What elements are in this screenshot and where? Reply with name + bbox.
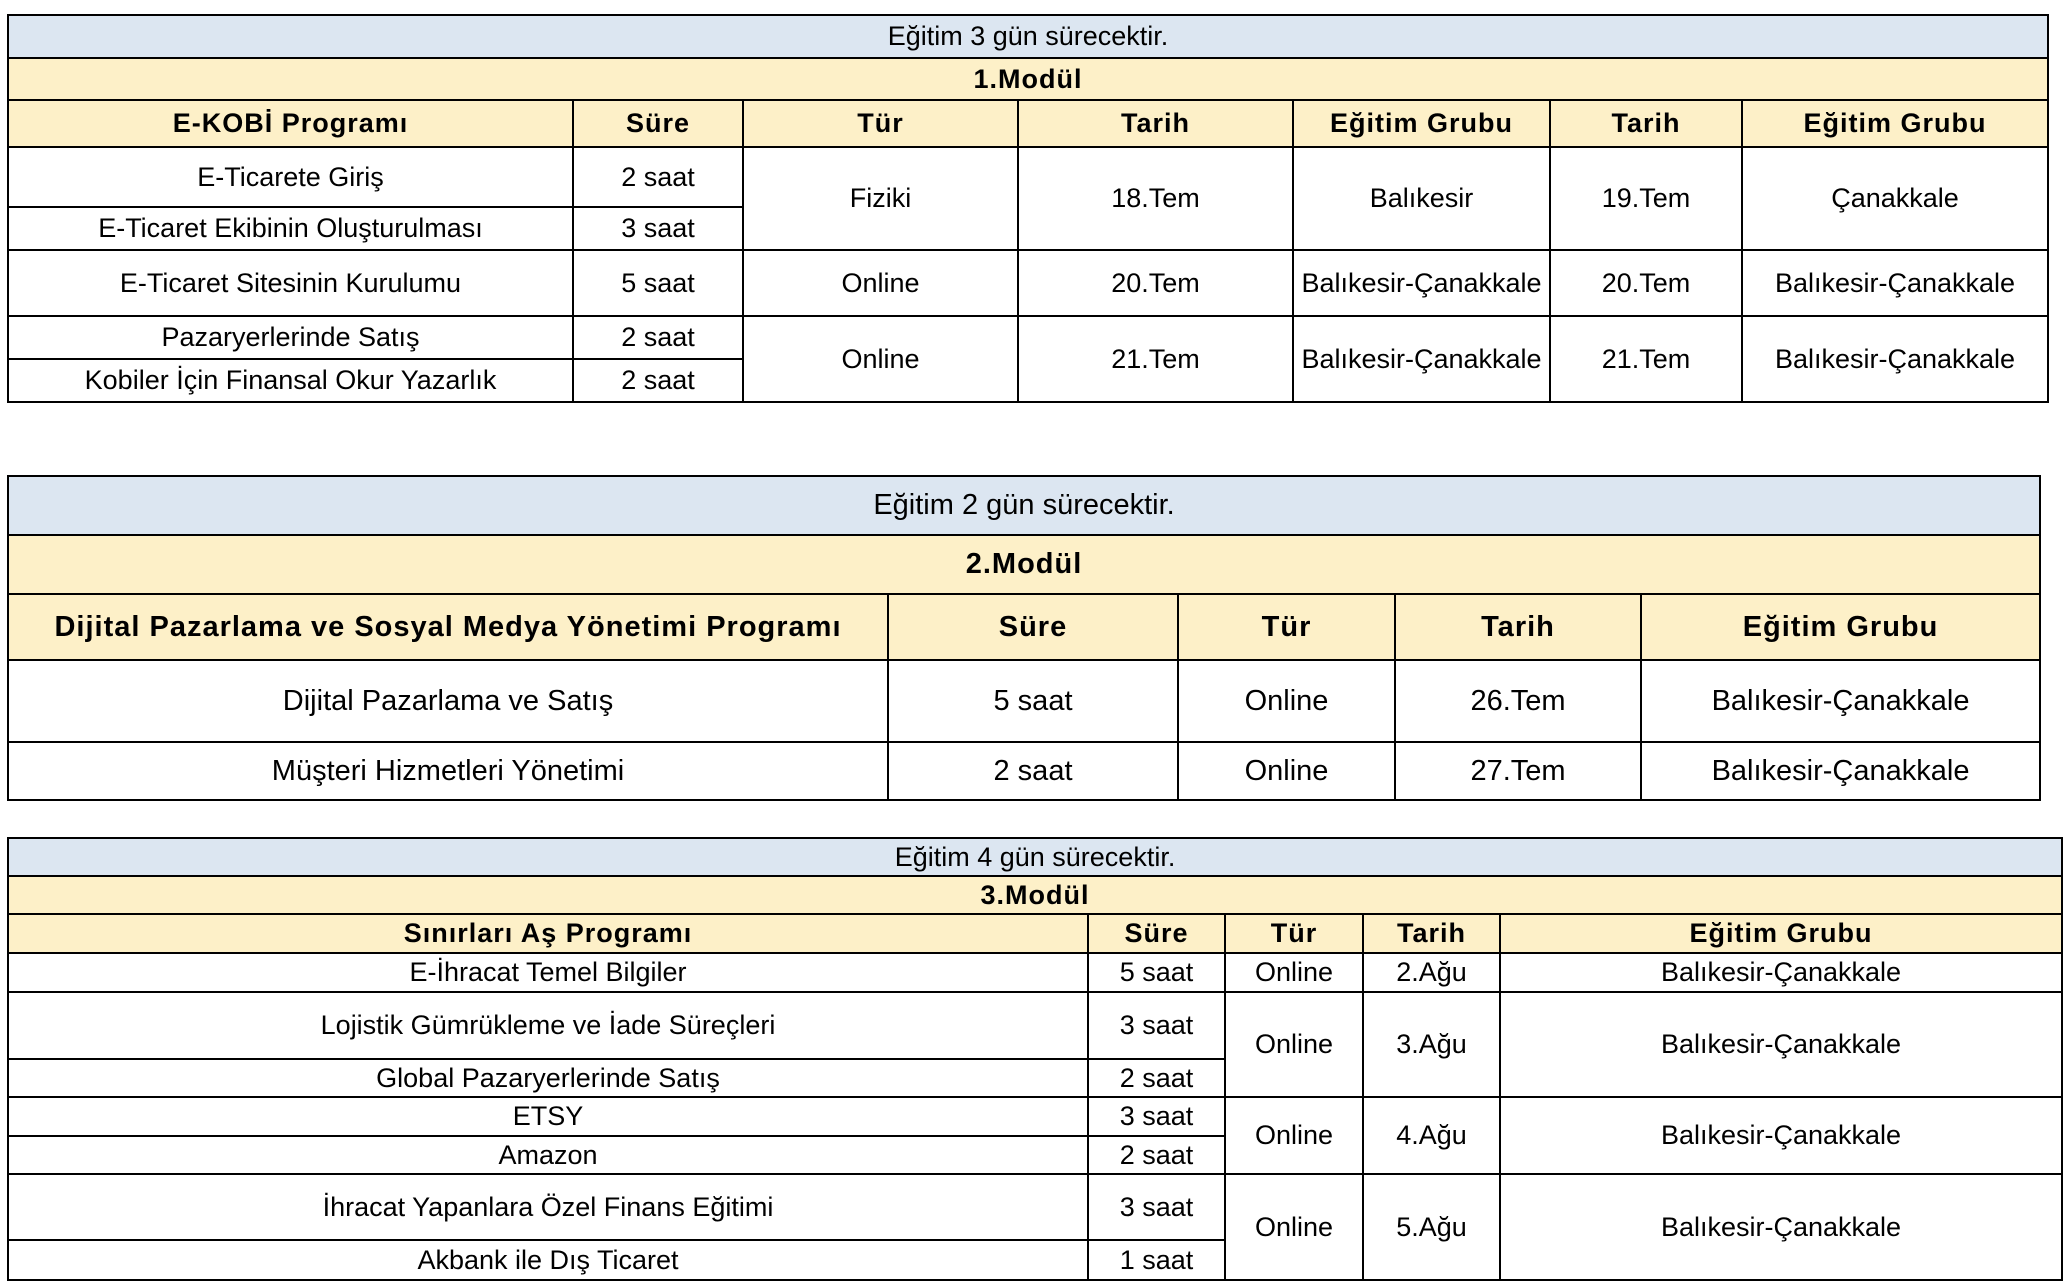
module-1-duration-info: Eğitim 3 gün sürecektir.: [8, 15, 2048, 58]
course-group: Balıkesir-Çanakkale: [1293, 316, 1550, 402]
header-program: Dijital Pazarlama ve Sosyal Medya Yönetimi Programı: [8, 594, 888, 660]
course-type: Online: [1225, 1174, 1363, 1280]
header-type: Tür: [1225, 914, 1363, 953]
course-name: Müşteri Hizmetleri Yönetimi: [8, 742, 888, 800]
course-duration: 2 saat: [1088, 1136, 1225, 1174]
course-name: ETSY: [8, 1097, 1088, 1136]
course-group: Balıkesir-Çanakkale: [1293, 250, 1550, 316]
course-duration: 5 saat: [888, 660, 1178, 742]
course-type: Online: [1225, 992, 1363, 1097]
course-name: Lojistik Gümrükleme ve İade Süreçleri: [8, 992, 1088, 1059]
course-name: Dijital Pazarlama ve Satış: [8, 660, 888, 742]
course-group-2: Çanakkale: [1742, 147, 2048, 250]
course-duration: 5 saat: [1088, 953, 1225, 992]
course-date: 27.Tem: [1395, 742, 1641, 800]
course-group: Balıkesir-Çanakkale: [1500, 1174, 2062, 1280]
header-group-2: Eğitim Grubu: [1742, 100, 2048, 147]
course-group: Balıkesir: [1293, 147, 1550, 250]
course-date: 18.Tem: [1018, 147, 1293, 250]
module-3-title: 3.Modül: [8, 876, 2062, 914]
header-type: Tür: [1178, 594, 1395, 660]
header-type: Tür: [743, 100, 1018, 147]
course-date: 21.Tem: [1018, 316, 1293, 402]
course-date-2: 21.Tem: [1550, 316, 1742, 402]
header-program: E-KOBİ Programı: [8, 100, 573, 147]
header-date: Tarih: [1363, 914, 1500, 953]
course-date-2: 19.Tem: [1550, 147, 1742, 250]
course-date-2: 20.Tem: [1550, 250, 1742, 316]
course-name: Pazaryerlerinde Satış: [8, 316, 573, 359]
module-2-table: [7, 475, 2041, 801]
course-date: 3.Ağu: [1363, 992, 1500, 1097]
course-name: E-İhracat Temel Bilgiler: [8, 953, 1088, 992]
course-name: Amazon: [8, 1136, 1088, 1174]
course-group-2: Balıkesir-Çanakkale: [1742, 250, 2048, 316]
course-type: Online: [743, 316, 1018, 402]
course-name: Global Pazaryerlerinde Satış: [8, 1059, 1088, 1097]
course-type: Online: [1178, 660, 1395, 742]
module-1-title: 1.Modül: [8, 58, 2048, 100]
course-name: E-Ticarete Giriş: [8, 147, 573, 207]
course-duration: 2 saat: [573, 359, 743, 402]
header-group: Eğitim Grubu: [1641, 594, 2040, 660]
course-date: 5.Ağu: [1363, 1174, 1500, 1280]
course-name: Akbank ile Dış Ticaret: [8, 1240, 1088, 1280]
header-duration: Süre: [1088, 914, 1225, 953]
course-duration: 2 saat: [573, 147, 743, 207]
module-2-duration-info: Eğitim 2 gün sürecektir.: [8, 476, 2040, 535]
course-date: 4.Ağu: [1363, 1097, 1500, 1174]
header-group: Eğitim Grubu: [1500, 914, 2062, 953]
course-type: Online: [1225, 1097, 1363, 1174]
course-group: Balıkesir-Çanakkale: [1500, 1097, 2062, 1174]
course-duration: 2 saat: [1088, 1059, 1225, 1097]
course-name: E-Ticaret Ekibinin Oluşturulması: [8, 207, 573, 250]
course-group: Balıkesir-Çanakkale: [1641, 660, 2040, 742]
course-group-2: Balıkesir-Çanakkale: [1742, 316, 2048, 402]
course-duration: 2 saat: [573, 316, 743, 359]
header-group: Eğitim Grubu: [1293, 100, 1550, 147]
course-date: 2.Ağu: [1363, 953, 1500, 992]
course-duration: 3 saat: [1088, 1097, 1225, 1136]
course-type: Online: [743, 250, 1018, 316]
header-program: Sınırları Aş Programı: [8, 914, 1088, 953]
course-name: İhracat Yapanlara Özel Finans Eğitimi: [8, 1174, 1088, 1240]
header-duration: Süre: [573, 100, 743, 147]
header-date-2: Tarih: [1550, 100, 1742, 147]
course-duration: 2 saat: [888, 742, 1178, 800]
course-date: 20.Tem: [1018, 250, 1293, 316]
header-date: Tarih: [1395, 594, 1641, 660]
course-type: Online: [1225, 953, 1363, 992]
course-date: 26.Tem: [1395, 660, 1641, 742]
course-group: Balıkesir-Çanakkale: [1500, 953, 2062, 992]
course-duration: 3 saat: [1088, 1174, 1225, 1240]
course-group: Balıkesir-Çanakkale: [1641, 742, 2040, 800]
course-type: Online: [1178, 742, 1395, 800]
course-name: Kobiler İçin Finansal Okur Yazarlık: [8, 359, 573, 402]
module-3-duration-info: Eğitim 4 gün sürecektir.: [8, 838, 2062, 876]
course-group: Balıkesir-Çanakkale: [1500, 992, 2062, 1097]
course-duration: 3 saat: [573, 207, 743, 250]
course-type: Fiziki: [743, 147, 1018, 250]
header-date: Tarih: [1018, 100, 1293, 147]
course-name: E-Ticaret Sitesinin Kurulumu: [8, 250, 573, 316]
course-duration: 5 saat: [573, 250, 743, 316]
module-1-table: [7, 14, 2049, 403]
course-duration: 1 saat: [1088, 1240, 1225, 1280]
module-2-title: 2.Modül: [8, 535, 2040, 594]
course-duration: 3 saat: [1088, 992, 1225, 1059]
header-duration: Süre: [888, 594, 1178, 660]
module-3-table: [7, 837, 2063, 1281]
